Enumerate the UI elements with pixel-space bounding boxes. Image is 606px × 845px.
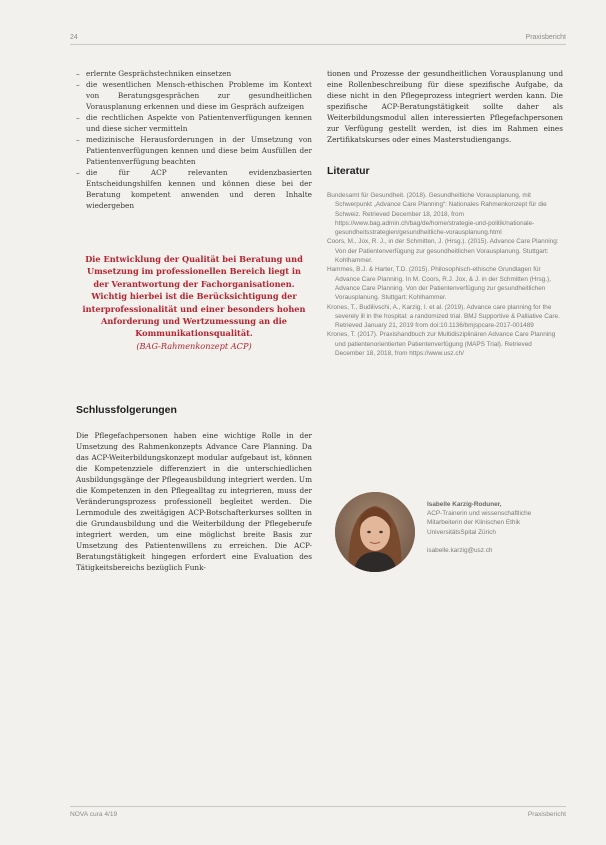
- page-footer: [70, 806, 566, 819]
- reference-item: Coors, M., Jox, R. J., in der Schmitten, J. (Hrsg.). (2015). Advance Care Planning: Von der Patientenverfügung zur gesundheitlichen Vorausplanung. Stuttgart: Kohlhammer.: [327, 238, 559, 265]
- continued-text: tionen und Prozesse der gesundheitlichen Vorausplanung und eine Rollenbeschreibung für diese spezifische Aufgabe, da diese nicht in den Pflegeprozess integriert werden kann. Die spezifische ACP-Beratungstätigkeit sollte daher als Weiterbildungsmodul allen interessierten Pflegefachpersonen zur Verfügung gestellt werden, ist dies im Rahmen eines Zertifikatskurses oder eines Masterstudiengangs.: [327, 69, 563, 144]
- page-number: 24: [70, 34, 78, 41]
- pull-quote-text: Die Entwicklung der Qualität bei Beratung und Umsetzung im professionellen Bereich liegt in der Verantwortung der Fachorganisationen. Wichtig hierbei ist die Berücksichtigung der interprofessionalität und einer besonders hohen Anforderung und Wertzumessung an die Kommunikationsqualität.: [82, 254, 306, 339]
- list-item: – die rechtlichen Aspekte von Patientenverfügungen kennen und diese sicher vermitteln: [76, 112, 312, 134]
- avatar: [335, 492, 415, 572]
- author-organization: UniversitätsSpital Zürich: [427, 528, 496, 536]
- author-info: [427, 500, 563, 555]
- conclusion-heading: Schlussfolgerungen: [76, 404, 177, 417]
- reference-list: [327, 191, 563, 358]
- conclusion-text: Die Pflegefachpersonen haben eine wichtige Rolle in der Umsetzung des Rahmenkonzepts Advance Care Planning. Da das ACP-Weiterbildungskonzept modular aufgebaut ist, können die Kompetenzziele differenziert in die unterschiedlichen Ausbildungsgänge der Pflegeausbildung integriert werden. Um die Kompetenzen in den Pflegealltag zu integrieren, muss der Veränderungsprozess professionell begleitet werden. Die Lernmodule des zweitägigen ACP-Botschafterkurses sollten in die Grundausbildung und die Weiterbildung der Pflegeberufe integriert werden, um eine möglichst breite Basis zur Umsetzung des Patientenwillens zu erreichen. Die ACP-Beratungstätigkeit hingegen erfordert eine Evaluation des Tätigkeitsbereichs bezüglich Funk-: [76, 431, 312, 573]
- author-portrait-icon: [335, 492, 415, 572]
- list-item: – medizinische Herausforderungen in der Umsetzung von Patientenverfügungen kennen und diese beim Ausfüllen der Patientenverfügung beachten: [76, 134, 312, 167]
- literature-heading: Literatur: [327, 165, 370, 177]
- pull-quote: [80, 253, 308, 352]
- author-name: Isabelle Karzig-Roduner,: [427, 501, 502, 508]
- list-item: – die für ACP relevanten evidenzbasierten Entscheidungshilfen kennen und können diese bei der Beratung kompetent anwenden und deren Inhalte wiedergeben: [76, 167, 312, 211]
- footer-publication: NOVA cura 4/19: [70, 811, 118, 818]
- reference-item: Krones, T. (2017). Praxishandbuch zur Multidisziplinären Advance Care Planning und patientenorientierten Patientenverfügung (MAPS Trial). Retrieved December 18, 2018, from https://www.usz.ch/: [327, 331, 556, 358]
- author-email: isabelle.karzig@usz.ch: [427, 546, 493, 554]
- footer-section: Praxisbericht: [527, 811, 566, 818]
- page-header: [70, 34, 566, 45]
- right-column: [327, 68, 563, 358]
- author-role: ACP-Trainerin und wissenschaftliche Mitarbeiterin der Klinischen Ethik: [427, 510, 532, 527]
- list-item: – erlernte Gesprächstechniken einsetzen: [76, 68, 312, 79]
- competence-list: [76, 68, 312, 211]
- left-column: [76, 68, 312, 573]
- list-item: – die wesentlichen Mensch-ethischen Probleme im Kontext von Beratungsgesprächen zur gesundheitlichen Vorausplanung erkennen und diese im Gespräch aufzeigen: [76, 79, 312, 112]
- reference-item: Krones, T., Budilivschi, A., Karzig, I. et al. (2019). Advance care planning for the severely ill in the hospital: a randomized trial. BMJ Supportive & Palliative Care. Retrieved January 21, 2019 from doi:10.1136/bmjspcare-2017-001489: [327, 303, 560, 330]
- section-label: Praxisbericht: [525, 34, 566, 41]
- pull-quote-source: (BAG-Rahmenkonzept ACP): [136, 340, 252, 351]
- author-box: [327, 492, 563, 582]
- reference-item: Bundesamt für Gesundheit. (2018). Gesundheitliche Vorausplanung, mit Schwerpunkt „Advance Care Planning“: Nationales Rahmenkonzept für die Schweiz. Retrieved December 18, 2018, from https://www.bag.admin.ch/bag/de/home/strategie-und-politik/nationale-gesundheitsstrategien/gesundheitliche-vorausplanung.html: [327, 192, 547, 237]
- reference-item: Hammes, B.J. & Harter, T.D. (2015). Philosophisch-ethische Grundlagen für Advance Care Planning. In M. Coors, R.J. Jox, & J. in der Schmitten (Hrsg.), Advance Care Planning. Von der Patientenverfügung zur gesundheitlichen Vorausplanung. Stuttgart: Kohlhammer.: [327, 266, 551, 302]
